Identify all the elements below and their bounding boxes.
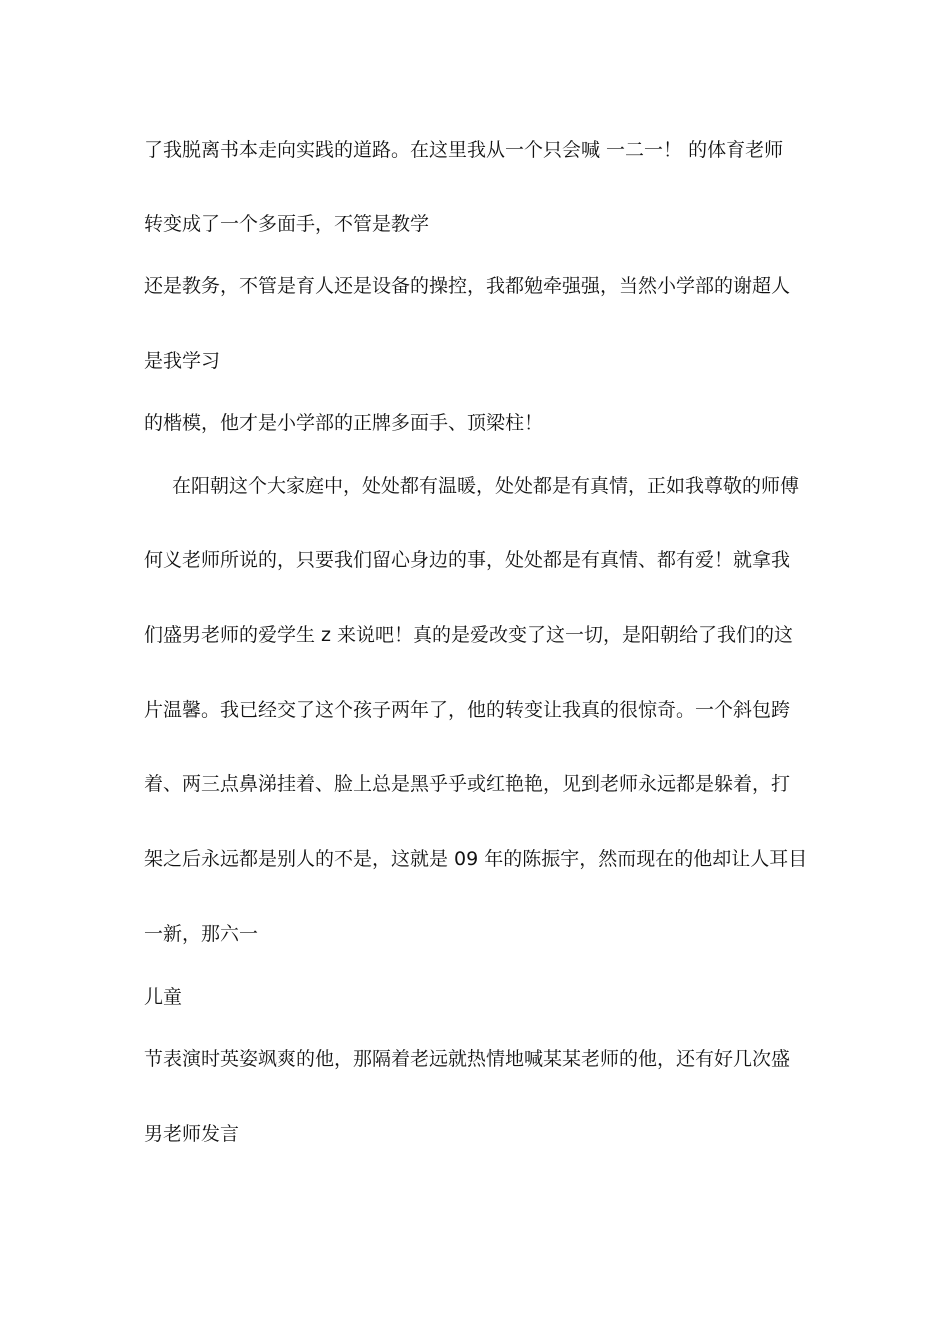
paragraph-start-line: 在阳朝这个大家庭中，处处都有温暖，处处都是有真情，正如我尊敬的师傅: [172, 475, 800, 497]
text-line: 们盛男老师的爱学生 z 来说吧！真的是爱改变了这一切，是阳朝给了我们的这: [144, 624, 794, 646]
text-line: 架之后永远都是别人的不是，这就是 09 年的陈振宇，然而现在的他却让人耳目: [144, 848, 808, 870]
text-line: 了我脱离书本走向实践的道路。在这里我从一个只会喊 一二一！ 的体育老师: [144, 139, 784, 161]
text-line: 着、两三点鼻涕挂着、脸上总是黑乎乎或红艳艳，见到老师永远都是躲着，打: [144, 773, 791, 795]
text-line: 节表演时英姿飒爽的他，那隔着老远就热情地喊某某老师的他，还有好几次盛: [144, 1048, 791, 1070]
text-line: 片温馨。我已经交了这个孩子两年了，他的转变让我真的很惊奇。一个斜包跨: [144, 699, 791, 721]
text-line: 何义老师所说的，只要我们留心身边的事，处处都是有真情、都有爱！就拿我: [144, 549, 791, 571]
text-line: 是我学习: [144, 350, 221, 372]
text-line: 一新，那六一: [144, 923, 259, 945]
text-line: 转变成了一个多面手，不管是教学: [144, 213, 430, 235]
text-line: 还是教务，不管是育人还是设备的操控，我都勉牵强强，当然小学部的谢超人: [144, 275, 791, 297]
text-line: 儿童: [144, 986, 183, 1008]
text-line: 男老师发言: [144, 1123, 240, 1145]
text-line: 的楷模，他才是小学部的正牌多面手、顶梁柱！: [144, 412, 544, 434]
